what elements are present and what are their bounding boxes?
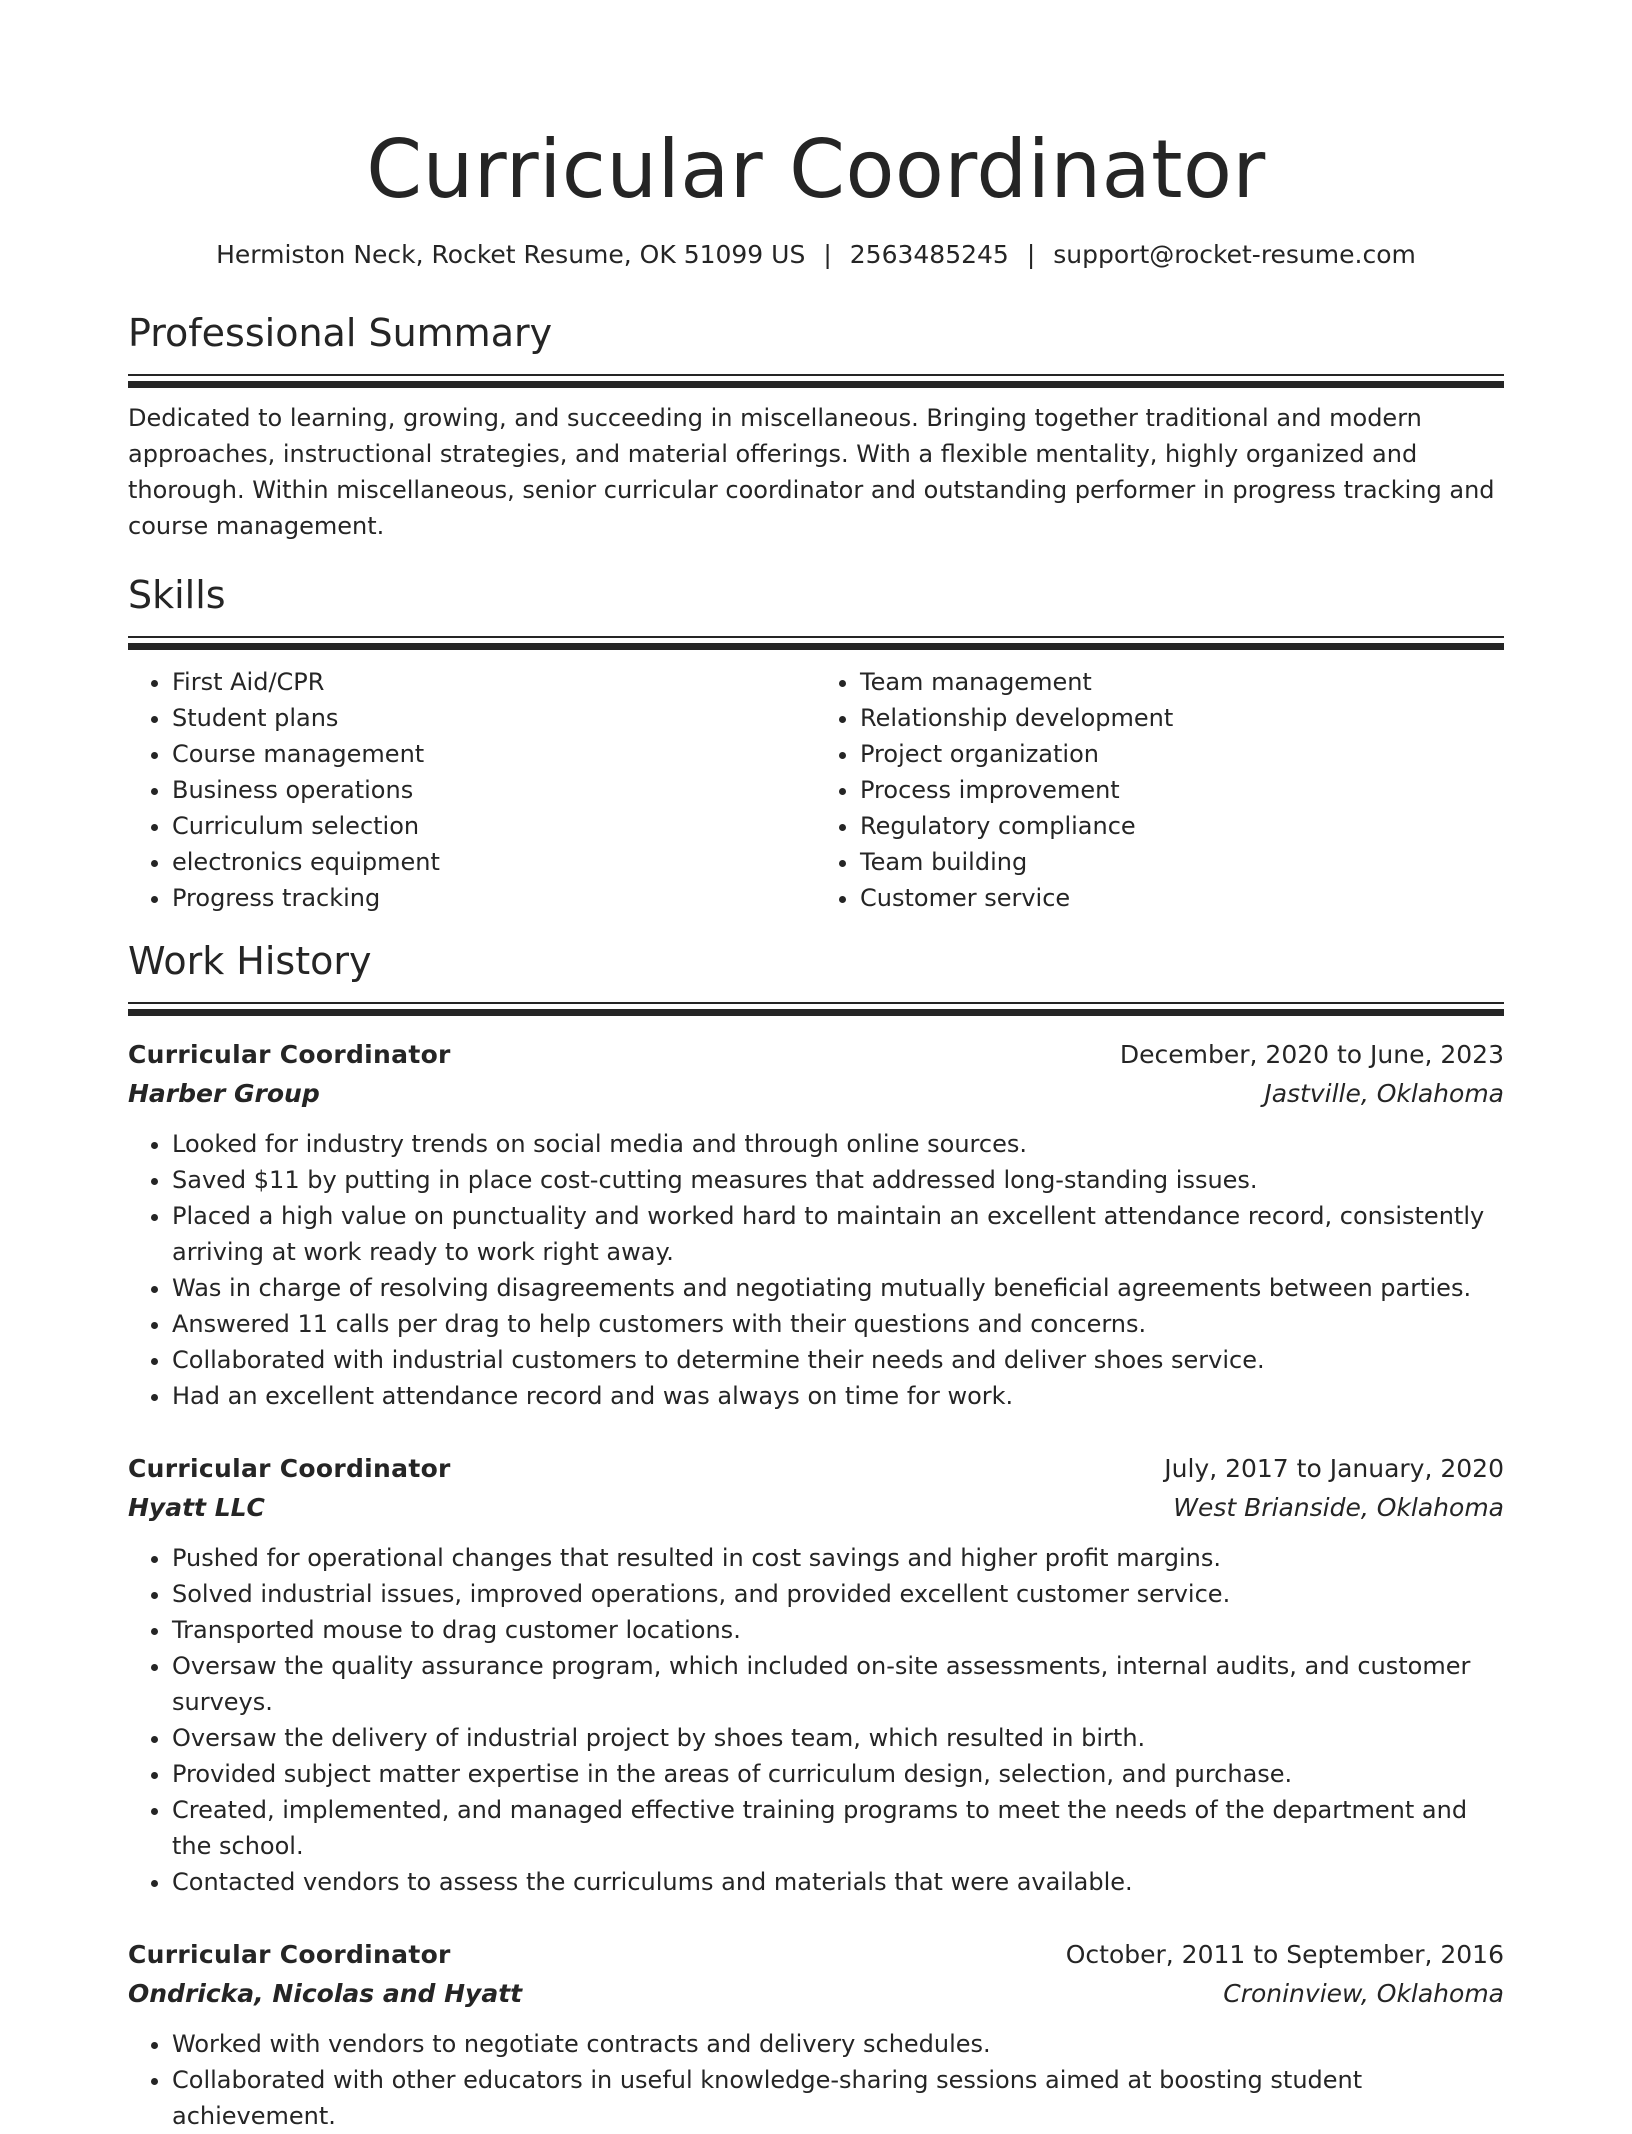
skill-item: • Process improvement <box>860 772 1504 808</box>
job-location: Jastville, Oklahoma <box>1264 1079 1504 1108</box>
job-bullet: • Had an excellent attendance record and was always on time for work. <box>172 1378 1504 1414</box>
section-divider <box>128 636 1504 650</box>
skill-item: • Course management <box>172 736 816 772</box>
job-title: Curricular Coordinator <box>128 1940 451 1969</box>
job-dates: October, 2011 to September, 2016 <box>1065 1940 1504 1969</box>
summary-text: Dedicated to learning, growing, and succeeding in miscellaneous. Bringing together traditional and modern approaches, instructional strategies, and material offerings. With a flexible mentality, highly organized and thorough. Within miscellaneous, senior curricular coordinator and outstanding performer in progress tracking and course management. <box>128 404 1495 540</box>
skill-item: • Team building <box>860 844 1504 880</box>
skill-item: • Curriculum selection <box>172 808 816 844</box>
job-entry <box>128 1450 1504 1900</box>
skill-item: • First Aid/CPR <box>172 664 816 700</box>
job-bullet: • Collaborated with other educators in useful knowledge-sharing sessions aimed at boosting student achievement. <box>172 2062 1504 2134</box>
job-company: Ondricka, Nicolas and Hyatt <box>128 1979 523 2008</box>
section-title-summary: Professional Summary <box>128 311 553 355</box>
job-bullet: • Provided subject matter expertise in the areas of curriculum design, selection, and purchase. <box>172 1756 1504 1792</box>
contact-address: Hermiston Neck, Rocket Resume, OK 51099 US <box>216 240 806 269</box>
job-bullet: • Worked with vendors to negotiate contracts and delivery schedules. <box>172 2026 1504 2062</box>
work-history-section <box>128 936 1504 2134</box>
job-bullet: • Looked for industry trends on social media and through online sources. <box>172 1126 1504 1162</box>
skills-list-right <box>816 664 1504 916</box>
contact-line <box>128 238 1504 272</box>
skills-columns <box>128 664 1504 916</box>
job-bullet: • Oversaw the delivery of industrial project by shoes team, which resulted in birth. <box>172 1720 1504 1756</box>
resume-name: Curricular Coordinator <box>366 123 1266 216</box>
job-list <box>128 1036 1504 2134</box>
job-header-row <box>128 1036 1504 1074</box>
job-bullet: • Oversaw the quality assurance program, which included on-site assessments, internal audits, and customer surveys. <box>172 1648 1504 1720</box>
job-title: Curricular Coordinator <box>128 1454 451 1483</box>
job-header-row <box>128 1450 1504 1488</box>
job-company-row <box>128 1974 1504 2014</box>
job-bullet: • Collaborated with industrial customers to determine their needs and deliver shoes service. <box>172 1342 1504 1378</box>
section-divider <box>128 1002 1504 1016</box>
job-bullet: • Pushed for operational changes that resulted in cost savings and higher profit margins. <box>172 1540 1504 1576</box>
job-company-row <box>128 1074 1504 1114</box>
skills-column-right <box>816 664 1504 916</box>
skills-column-left <box>128 664 816 916</box>
contact-email: support@rocket-resume.com <box>1053 240 1416 269</box>
skill-item: • Relationship development <box>860 700 1504 736</box>
job-bullet-list <box>128 1126 1504 1414</box>
job-location: Croninview, Oklahoma <box>1223 1979 1504 2008</box>
job-entry <box>128 1936 1504 2134</box>
section-title-work-history: Work History <box>128 939 372 983</box>
job-bullet: • Was in charge of resolving disagreements and negotiating mutually beneficial agreements between parties. <box>172 1270 1504 1306</box>
job-location: West Brianside, Oklahoma <box>1173 1493 1504 1522</box>
section-title-skills: Skills <box>128 573 226 617</box>
skill-item: • Regulatory compliance <box>860 808 1504 844</box>
skill-item: • Team management <box>860 664 1504 700</box>
skill-item: • Business operations <box>172 772 816 808</box>
job-dates: July, 2017 to January, 2020 <box>1164 1454 1504 1483</box>
skill-item: • electronics equipment <box>172 844 816 880</box>
contact-separator: | <box>823 240 832 269</box>
skill-item: • Progress tracking <box>172 880 816 916</box>
contact-phone: 2563485245 <box>849 240 1009 269</box>
skills-section <box>128 570 1504 916</box>
job-entry <box>128 1036 1504 1414</box>
job-title: Curricular Coordinator <box>128 1040 451 1069</box>
skills-list-left <box>128 664 816 916</box>
skill-item: • Customer service <box>860 880 1504 916</box>
job-bullet-list <box>128 2026 1504 2134</box>
job-bullet: • Created, implemented, and managed effective training programs to meet the needs of the department and the school. <box>172 1792 1504 1864</box>
job-bullet: • Saved $11 by putting in place cost-cutting measures that addressed long-standing issues. <box>172 1162 1504 1198</box>
section-divider <box>128 374 1504 388</box>
job-dates: December, 2020 to June, 2023 <box>1119 1040 1504 1069</box>
job-company-row <box>128 1488 1504 1528</box>
job-bullet-list <box>128 1540 1504 1900</box>
skill-item: • Project organization <box>860 736 1504 772</box>
job-bullet: • Placed a high value on punctuality and worked hard to maintain an excellent attendance record, consistently arriving at work ready to work right away. <box>172 1198 1504 1270</box>
job-bullet: • Contacted vendors to assess the curriculums and materials that were available. <box>172 1864 1504 1900</box>
job-bullet: • Answered 11 calls per drag to help customers with their questions and concerns. <box>172 1306 1504 1342</box>
job-company: Hyatt LLC <box>128 1493 265 1522</box>
job-company: Harber Group <box>128 1079 320 1108</box>
job-header-row <box>128 1936 1504 1974</box>
job-bullet: • Solved industrial issues, improved operations, and provided excellent customer service. <box>172 1576 1504 1612</box>
job-bullet: • Transported mouse to drag customer locations. <box>172 1612 1504 1648</box>
skill-item: • Student plans <box>172 700 816 736</box>
professional-summary-section <box>128 308 1504 544</box>
contact-separator: | <box>1026 240 1036 269</box>
